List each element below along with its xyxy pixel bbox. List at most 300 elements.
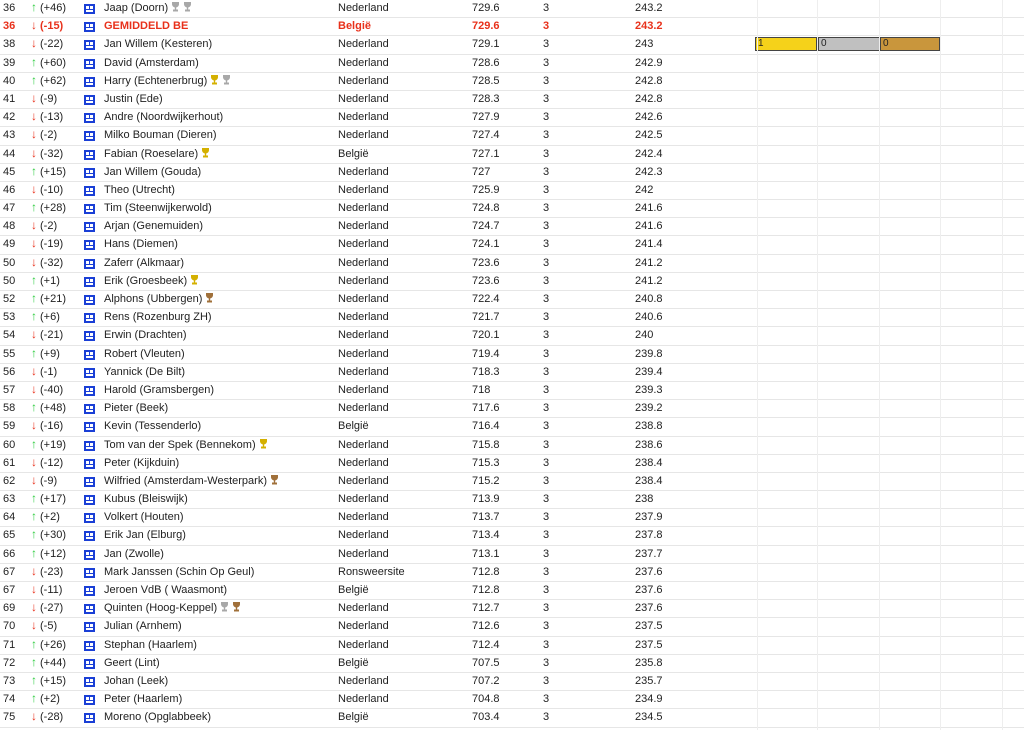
arrow-down-icon: ↓: [31, 582, 37, 596]
rank-cell: 42: [3, 111, 16, 124]
country-cell: België: [338, 711, 369, 724]
games-cell: 3: [543, 238, 550, 251]
player-name-text[interactable]: Milko Bouman (Dieren): [104, 129, 217, 142]
scorecard-icon[interactable]: [84, 131, 95, 141]
arrow-down-icon: ↓: [31, 181, 37, 196]
games-cell: 3: [543, 165, 550, 178]
rank-change-cell: (+19): [40, 438, 66, 451]
table-row: [0, 400, 1024, 418]
player-name[interactable]: [104, 311, 212, 324]
games-cell: 3: [543, 38, 550, 51]
table-row: [0, 709, 1024, 727]
player-name[interactable]: [104, 75, 231, 89]
player-name-text[interactable]: Volkert (Houten): [104, 511, 184, 524]
player-name-text[interactable]: Andre (Noordwijkerhout): [104, 111, 224, 124]
table-row: [0, 218, 1024, 236]
rank-change-cell: (+28): [40, 202, 66, 215]
table-row: [0, 491, 1024, 509]
player-name-text[interactable]: Rens (Rozenburg ZH): [104, 311, 212, 324]
score-cell: 729.6: [472, 2, 500, 14]
player-name-text[interactable]: Jan Willem (Kesteren): [104, 38, 213, 51]
average-cell: 239.4: [635, 365, 663, 378]
country-cell: Nederland: [338, 329, 389, 342]
arrow-up-icon: ↑: [31, 163, 37, 178]
games-cell: 3: [543, 511, 550, 524]
rank-cell: 62: [3, 474, 16, 487]
country-cell: Nederland: [338, 293, 389, 305]
table-row: [0, 291, 1024, 309]
player-name-text[interactable]: Mark Janssen (Schin Op Geul): [104, 565, 255, 578]
average-cell: 243.2: [635, 20, 663, 33]
average-cell: 234.9: [635, 693, 663, 706]
player-name-text[interactable]: Geert (Lint): [104, 656, 160, 669]
score-cell: 724.1: [472, 238, 500, 251]
score-cell: 713.1: [472, 547, 500, 560]
player-name-text[interactable]: Stephan (Haarlem): [104, 638, 197, 651]
table-row: [0, 273, 1024, 291]
rank-change-cell: (+60): [40, 56, 66, 69]
arrow-up-icon: ↑: [31, 291, 37, 305]
score-cell: 723.6: [472, 256, 500, 269]
player-name[interactable]: [104, 439, 268, 453]
player-name[interactable]: [104, 293, 214, 307]
rank-change-cell: (-9): [40, 474, 58, 487]
player-name[interactable]: [104, 639, 197, 652]
column-divider: [879, 0, 880, 730]
player-name-text[interactable]: Hans (Diemen): [104, 238, 178, 251]
player-name-text[interactable]: Fabian (Roeselare): [104, 147, 199, 160]
arrow-down-icon: ↓: [31, 145, 37, 160]
games-cell: 3: [543, 92, 550, 105]
scorecard-icon[interactable]: [84, 59, 95, 69]
player-name-text[interactable]: Erwin (Drachten): [104, 329, 187, 342]
gold-trophy-icon: [190, 275, 199, 289]
scorecard-icon[interactable]: [84, 531, 95, 541]
rank-change-cell: (+26): [40, 638, 66, 651]
player-name[interactable]: [104, 20, 188, 33]
player-name-text[interactable]: Justin (Ede): [104, 92, 163, 105]
rank-cell: 45: [3, 165, 16, 178]
rank-change-cell: (-32): [40, 147, 64, 160]
silver-count-badge: 0: [818, 37, 880, 51]
average-cell: 237.6: [635, 565, 663, 578]
arrow-down-icon: ↓: [31, 472, 37, 487]
table-row: [0, 691, 1024, 709]
table-row: [0, 327, 1024, 345]
average-cell: 238.8: [635, 420, 663, 433]
player-name[interactable]: [104, 93, 163, 106]
average-cell: 242.8: [635, 92, 663, 105]
games-cell: 3: [543, 456, 550, 469]
arrow-down-icon: ↓: [31, 363, 37, 378]
scorecard-icon[interactable]: [84, 113, 95, 123]
average-cell: 242.6: [635, 111, 663, 124]
rank-cell: 65: [3, 529, 16, 542]
arrow-down-icon: ↓: [31, 218, 37, 233]
player-name[interactable]: [104, 329, 187, 342]
arrow-down-icon: ↓: [31, 381, 37, 396]
table-row: [0, 637, 1024, 655]
scorecard-icon[interactable]: [84, 168, 95, 178]
player-name[interactable]: [104, 2, 192, 16]
player-name[interactable]: [104, 348, 185, 361]
rank-change-cell: (+30): [40, 529, 66, 542]
score-cell: 712.8: [472, 584, 500, 596]
rank-cell: 40: [3, 74, 16, 87]
average-cell: 238.6: [635, 438, 663, 451]
rank-cell: 67: [3, 584, 16, 596]
arrow-up-icon: ↑: [31, 491, 37, 506]
rank-cell: 54: [3, 329, 16, 342]
player-name[interactable]: [104, 602, 241, 616]
average-cell: 242.3: [635, 165, 663, 178]
player-name[interactable]: [104, 166, 201, 179]
games-cell: 3: [543, 529, 550, 542]
country-cell: Nederland: [338, 274, 389, 287]
rank-cell: 50: [3, 274, 16, 287]
player-name-text[interactable]: Erik (Groesbeek): [104, 274, 188, 287]
scorecard-icon[interactable]: [84, 95, 95, 105]
score-cell: 712.6: [472, 620, 500, 633]
games-cell: 3: [543, 20, 550, 33]
average-cell: 237.9: [635, 511, 663, 524]
player-name-text[interactable]: Peter (Kijkduin): [104, 456, 180, 469]
player-name-text[interactable]: Kubus (Bleiswijk): [104, 493, 188, 506]
score-cell: 724.7: [472, 220, 500, 233]
silver-trophy-icon: [220, 602, 229, 616]
gold-trophy-icon: [259, 439, 268, 453]
player-name[interactable]: [104, 129, 216, 142]
scorecard-icon[interactable]: [84, 495, 95, 505]
score-cell: 727.4: [472, 129, 500, 142]
games-cell: 3: [543, 183, 550, 196]
player-name-text[interactable]: Jeroen VdB ( Waasmont): [104, 584, 228, 596]
arrow-up-icon: ↑: [31, 654, 37, 669]
country-cell: Nederland: [338, 129, 389, 142]
silver-trophy-icon: [183, 2, 192, 16]
player-name-text[interactable]: Wilfried (Amsterdam-Westerpark): [104, 474, 267, 487]
country-cell: Nederland: [338, 256, 389, 269]
player-name[interactable]: [104, 275, 199, 289]
table-row-average: [0, 18, 1024, 36]
score-cell: 718.3: [472, 365, 500, 378]
games-cell: 3: [543, 638, 550, 651]
country-cell: Nederland: [338, 547, 389, 560]
scorecard-icon[interactable]: [84, 659, 95, 669]
games-cell: 3: [543, 74, 550, 87]
arrow-down-icon: ↓: [31, 600, 37, 615]
scorecard-icon[interactable]: [84, 713, 95, 723]
player-name[interactable]: [104, 693, 182, 706]
player-name-text[interactable]: Quinten (Hoog-Keppel): [104, 602, 218, 615]
player-name-text[interactable]: Jan Willem (Gouda): [104, 165, 202, 178]
scorecard-icon[interactable]: [84, 586, 95, 596]
rank-cell: 73: [3, 674, 16, 687]
scorecard-icon[interactable]: [84, 277, 95, 287]
score-cell: 707.5: [472, 656, 500, 669]
table-row: [0, 200, 1024, 218]
player-name-text[interactable]: GEMIDDELD BE: [104, 20, 189, 33]
player-name-text[interactable]: Jan (Zwolle): [104, 547, 164, 560]
rank-cell: 46: [3, 183, 16, 196]
scorecard-icon[interactable]: [84, 350, 95, 360]
arrow-up-icon: ↑: [31, 272, 37, 287]
arrow-down-icon: ↓: [31, 90, 37, 105]
table-row: [0, 164, 1024, 182]
scorecard-icon[interactable]: [84, 641, 95, 651]
average-cell: 234.5: [635, 711, 663, 724]
player-name[interactable]: [104, 566, 254, 579]
player-name[interactable]: [104, 148, 210, 162]
table-row: [0, 146, 1024, 164]
player-name[interactable]: [104, 548, 164, 561]
score-cell: 712.4: [472, 638, 500, 651]
country-cell: Nederland: [338, 474, 389, 487]
table-row: [0, 182, 1024, 200]
score-cell: 723.6: [472, 274, 500, 287]
table-row: [0, 437, 1024, 455]
scorecard-icon[interactable]: [84, 295, 95, 305]
player-name[interactable]: [104, 457, 179, 470]
rank-cell: 47: [3, 202, 16, 215]
player-name[interactable]: [104, 529, 186, 542]
score-cell: 703.4: [472, 711, 500, 724]
player-name[interactable]: [104, 111, 223, 124]
rank-change-cell: (-9): [40, 92, 58, 105]
player-name-text[interactable]: Tim (Steenwijkerwold): [104, 202, 212, 215]
score-cell: 712.7: [472, 602, 500, 615]
player-name[interactable]: [104, 257, 184, 270]
score-cell: 719.4: [472, 347, 500, 360]
rank-cell: 44: [3, 147, 16, 160]
scorecard-icon[interactable]: [84, 331, 95, 341]
scorecard-icon[interactable]: [84, 622, 95, 632]
scorecard-icon[interactable]: [84, 386, 95, 396]
country-cell: België: [338, 147, 369, 160]
average-cell: 237.5: [635, 620, 663, 633]
arrow-down-icon: ↓: [31, 254, 37, 269]
country-cell: Nederland: [338, 74, 389, 87]
player-name[interactable]: [104, 38, 212, 51]
rank-change-cell: (-10): [40, 183, 64, 196]
player-name[interactable]: [104, 57, 199, 70]
score-cell: 717.6: [472, 402, 500, 415]
arrow-down-icon: ↓: [31, 36, 37, 51]
score-cell: 724.8: [472, 202, 500, 215]
player-name[interactable]: [104, 220, 203, 233]
scorecard-icon[interactable]: [84, 313, 95, 323]
player-name-text[interactable]: Erik Jan (Elburg): [104, 529, 186, 542]
player-name-text[interactable]: Arjan (Genemuiden): [104, 220, 204, 233]
table-row: [0, 582, 1024, 600]
games-cell: 3: [543, 620, 550, 633]
player-name[interactable]: [104, 238, 178, 251]
player-name-text[interactable]: Zaferr (Alkmaar): [104, 256, 185, 269]
player-name[interactable]: [104, 402, 168, 415]
player-name[interactable]: [104, 384, 214, 397]
arrow-up-icon: ↑: [31, 400, 37, 415]
player-name[interactable]: [104, 366, 185, 379]
rank-cell: 67: [3, 565, 16, 578]
player-name[interactable]: [104, 184, 175, 197]
table-row: [0, 236, 1024, 254]
score-cell: 715.2: [472, 474, 500, 487]
player-name-text[interactable]: Kevin (Tessenderlo): [104, 420, 202, 433]
scorecard-icon[interactable]: [84, 677, 95, 687]
table-row: [0, 309, 1024, 327]
country-cell: Nederland: [338, 456, 389, 469]
player-name-text[interactable]: Theo (Utrecht): [104, 183, 175, 196]
arrow-down-icon: ↓: [31, 709, 37, 724]
player-name[interactable]: [104, 584, 227, 597]
score-cell: 727: [472, 165, 491, 178]
average-cell: 238.4: [635, 456, 663, 469]
player-name[interactable]: [104, 711, 211, 724]
table-row: [0, 564, 1024, 582]
scorecard-icon[interactable]: [84, 40, 95, 50]
arrow-up-icon: ↑: [31, 72, 37, 87]
player-name-text[interactable]: Harry (Echtenerbrug): [104, 74, 208, 87]
country-cell: Nederland: [338, 383, 389, 396]
country-cell: Nederland: [338, 438, 389, 451]
table-row: [0, 73, 1024, 91]
scorecard-icon[interactable]: [84, 513, 95, 523]
country-cell: Nederland: [338, 165, 389, 178]
arrow-down-icon: ↓: [31, 454, 37, 469]
rank-change-cell: (+15): [40, 165, 66, 178]
rank-change-cell: (+6): [40, 311, 60, 324]
rank-change-cell: (-11): [40, 584, 63, 596]
table-row: [0, 418, 1024, 436]
rank-change-cell: (-27): [40, 602, 64, 615]
gold-trophy-icon: [201, 148, 210, 162]
player-name-text[interactable]: Tom van der Spek (Bennekom): [104, 438, 256, 451]
scorecard-icon[interactable]: [84, 22, 95, 32]
table-row: [0, 527, 1024, 545]
player-name-text[interactable]: David (Amsterdam): [104, 56, 199, 69]
arrow-up-icon: ↑: [31, 691, 37, 706]
scorecard-icon[interactable]: [84, 240, 95, 250]
player-name-text[interactable]: Robert (Vleuten): [104, 347, 185, 360]
rank-change-cell: (-5): [40, 620, 58, 633]
score-cell: 728.3: [472, 92, 500, 105]
average-cell: 238: [635, 493, 654, 506]
scorecard-icon[interactable]: [84, 459, 95, 469]
average-cell: 237.7: [635, 547, 663, 560]
games-cell: 3: [543, 311, 550, 324]
scorecard-icon[interactable]: [84, 695, 95, 705]
player-name-text[interactable]: Jaap (Doorn): [104, 2, 169, 14]
player-name[interactable]: [104, 620, 182, 633]
silver-trophy-icon: [171, 2, 180, 16]
scorecard-icon[interactable]: [84, 550, 95, 560]
country-cell: Nederland: [338, 111, 389, 124]
average-cell: 241.2: [635, 274, 663, 287]
player-name-text[interactable]: Pieter (Beek): [104, 402, 169, 415]
player-name[interactable]: [104, 511, 183, 524]
rank-cell: 66: [3, 547, 16, 560]
player-name-text[interactable]: Yannick (De Bilt): [104, 365, 186, 378]
scorecard-icon[interactable]: [84, 441, 95, 451]
score-cell: 718: [472, 383, 491, 396]
scorecard-icon[interactable]: [84, 150, 95, 160]
score-cell: 725.9: [472, 183, 500, 196]
rank-change-cell: (-19): [40, 238, 64, 251]
average-cell: 239.2: [635, 402, 663, 415]
player-name-text[interactable]: Peter (Haarlem): [104, 693, 183, 706]
player-name-text[interactable]: Alphons (Ubbergen): [104, 293, 203, 305]
scorecard-icon[interactable]: [84, 222, 95, 232]
arrow-up-icon: ↑: [31, 636, 37, 651]
scorecard-icon[interactable]: [84, 604, 95, 614]
scorecard-icon[interactable]: [84, 422, 95, 432]
column-divider: [817, 0, 818, 730]
player-name[interactable]: [104, 420, 201, 433]
bronze-count-badge: 0: [880, 37, 940, 51]
rank-cell: 48: [3, 220, 16, 233]
player-name[interactable]: [104, 475, 279, 489]
games-cell: 3: [543, 438, 550, 451]
rank-cell: 43: [3, 129, 16, 142]
arrow-up-icon: ↑: [31, 54, 37, 69]
scorecard-icon[interactable]: [84, 204, 95, 214]
player-name-text[interactable]: Harold (Gramsbergen): [104, 383, 215, 396]
rank-change-cell: (+15): [40, 674, 66, 687]
scorecard-icon[interactable]: [84, 77, 95, 87]
player-name[interactable]: [104, 675, 168, 688]
arrow-up-icon: ↑: [31, 527, 37, 542]
scorecard-icon[interactable]: [84, 259, 95, 269]
player-name-text[interactable]: Moreno (Opglabbeek): [104, 711, 212, 724]
rank-change-cell: (-28): [40, 711, 64, 724]
arrow-down-icon: ↓: [31, 563, 37, 578]
scorecard-icon[interactable]: [84, 186, 95, 196]
rank-change-cell: (+17): [40, 493, 66, 506]
bronze-trophy-icon: [232, 602, 241, 616]
arrow-up-icon: ↑: [31, 0, 37, 14]
scorecard-icon[interactable]: [84, 568, 95, 578]
scorecard-icon[interactable]: [84, 477, 95, 487]
player-name[interactable]: [104, 493, 188, 506]
rank-change-cell: (+1): [40, 274, 60, 287]
games-cell: 3: [543, 202, 550, 215]
score-cell: 729.1: [472, 38, 500, 51]
country-cell: Nederland: [338, 238, 389, 251]
scorecard-icon[interactable]: [84, 404, 95, 414]
games-cell: 3: [543, 329, 550, 342]
column-divider: [1002, 0, 1003, 730]
country-cell: Nederland: [338, 402, 389, 415]
average-cell: 237.5: [635, 638, 663, 651]
country-cell: Nederland: [338, 638, 389, 651]
player-name-text[interactable]: Johan (Leek): [104, 674, 169, 687]
average-cell: 240.6: [635, 311, 663, 324]
arrow-up-icon: ↑: [31, 309, 37, 324]
scorecard-icon[interactable]: [84, 4, 95, 14]
score-cell: 727.1: [472, 147, 500, 160]
country-cell: Nederland: [338, 529, 389, 542]
country-cell: Nederland: [338, 365, 389, 378]
rank-change-cell: (+62): [40, 74, 66, 87]
country-cell: Nederland: [338, 693, 389, 706]
player-name[interactable]: [104, 657, 160, 670]
player-name[interactable]: [104, 202, 212, 215]
scorecard-icon[interactable]: [84, 368, 95, 378]
rank-cell: 58: [3, 402, 16, 415]
rank-change-cell: (-16): [40, 420, 64, 433]
player-name-text[interactable]: Julian (Arnhem): [104, 620, 182, 633]
country-cell: België: [338, 420, 369, 433]
